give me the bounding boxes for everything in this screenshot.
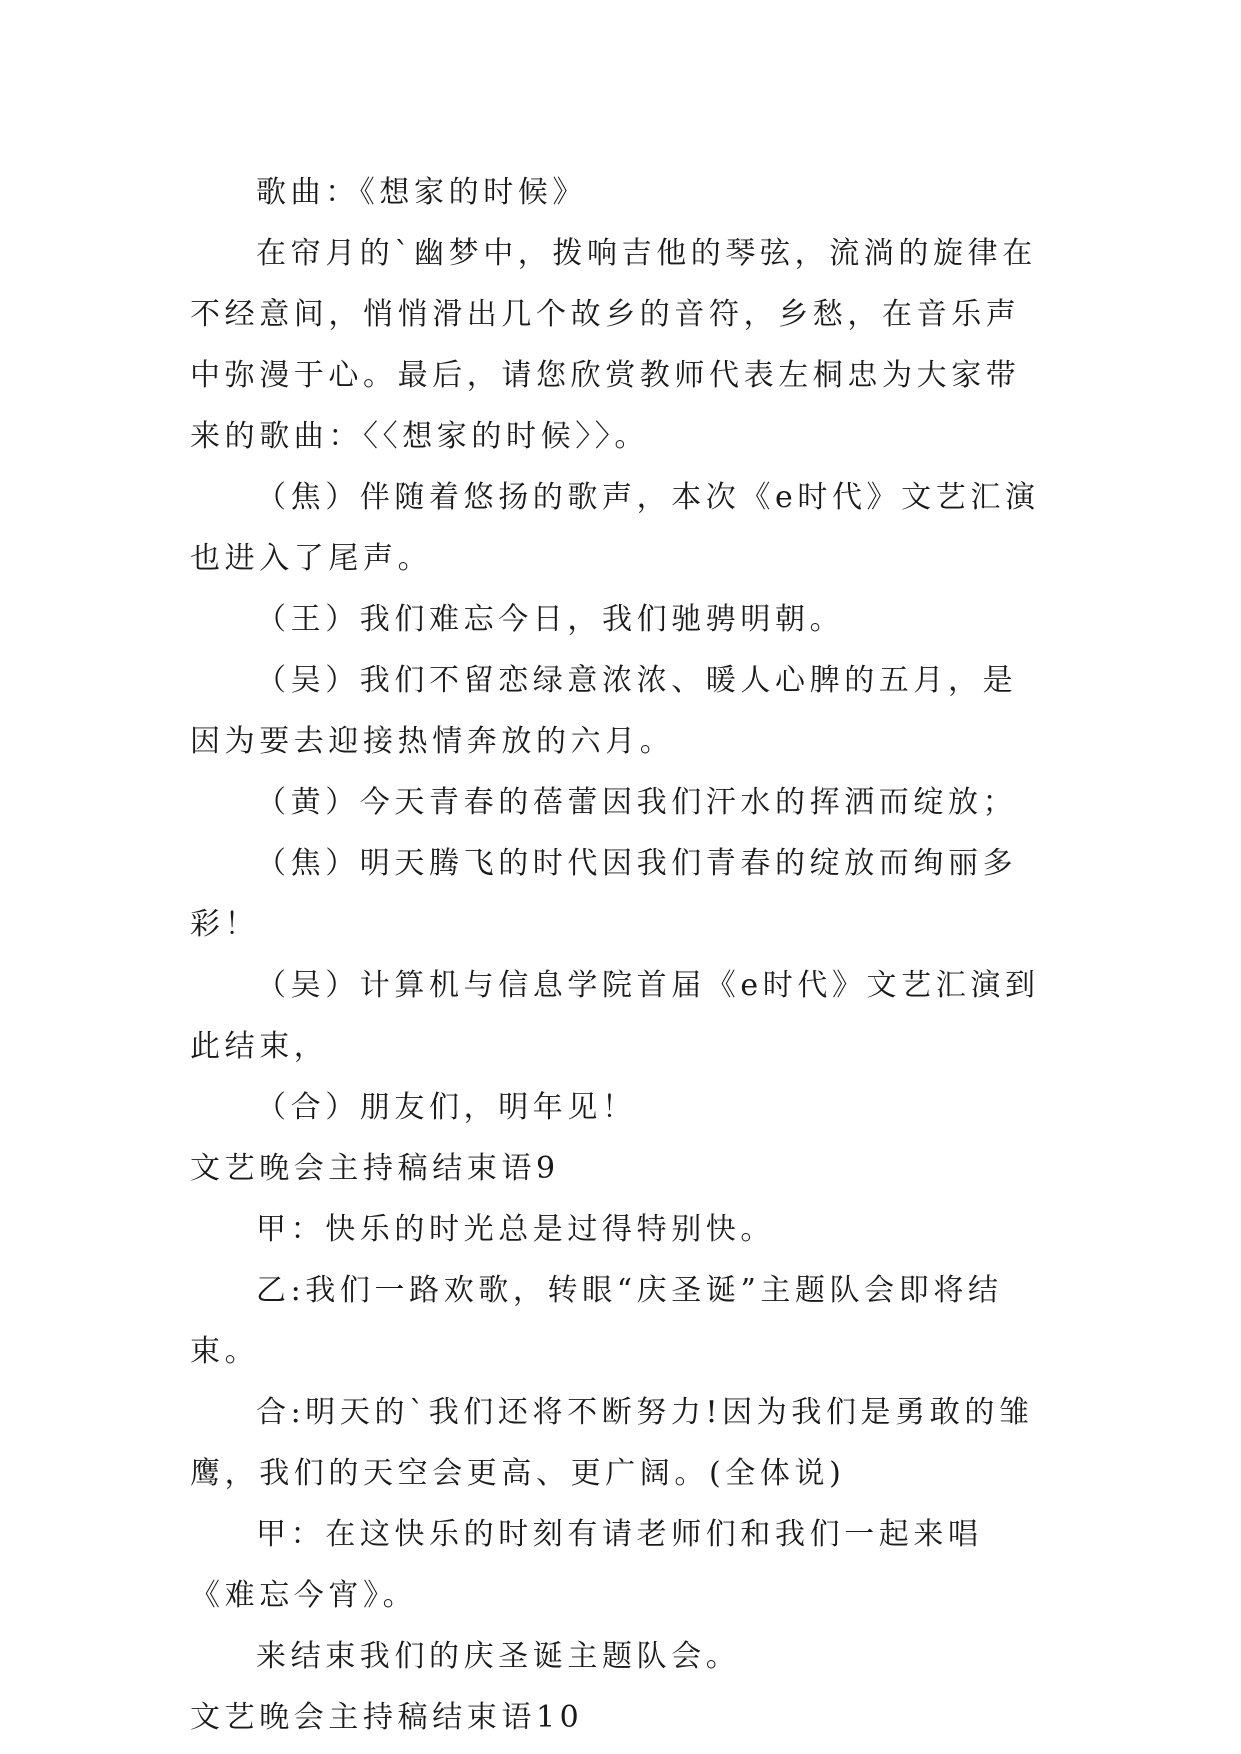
line-yi: 乙:我们一路欢歌，转眼“庆圣诞”主题队会即将结束。 <box>190 1273 1003 1369</box>
host-line-together: （合）朋友们，明年见！ <box>256 1090 637 1125</box>
host-line-jiao-1: （焦）伴随着悠扬的歌声，本次《e时代》文艺汇演也进入了尾声。 <box>190 480 1040 576</box>
line-he: 合:明天的`我们还将不断努力!因为我们是勇敢的雏鹰，我们的天空会更高、更广阔。(全体说) <box>190 1395 1034 1491</box>
host-line-wang: （王）我们难忘今日，我们驰骋明朝。 <box>256 602 845 637</box>
section-heading-9: 文艺晚会主持稿结束语9 <box>190 1151 560 1186</box>
host-line-huang: （黄）今天青春的蓓蕾因我们汗水的挥洒而绽放； <box>256 785 1018 820</box>
document-page <box>190 162 1050 1748</box>
host-line-jiao-2: （焦）明天腾飞的时代因我们青春的绽放而绚丽多彩！ <box>190 846 1018 942</box>
line-jia-1: 甲：快乐的时光总是过得特别快。 <box>256 1212 775 1247</box>
song-title-line: 歌曲：《想家的时候》 <box>256 175 587 210</box>
closing-line: 来结束我们的庆圣诞主题队会。 <box>256 1639 741 1674</box>
intro-paragraph: 在帘月的`幽梦中，拨响吉他的琴弦，流淌的旋律在不经意间，悄悄滑出几个故乡的音符，乡愁，在音乐声中弥漫于心。最后，请您欣赏教师代表左桐忠为大家带来的歌曲：〈〈想家的时候〉〉。 <box>190 236 1037 454</box>
host-line-wu-2: （吴）计算机与信息学院首届《e时代》文艺汇演到此结束， <box>190 968 1040 1064</box>
line-jia-2: 甲：在这快乐的时刻有请老师们和我们一起来唱《难忘今宵》。 <box>190 1517 983 1613</box>
host-line-wu-1: （吴）我们不留恋绿意浓浓、暖人心脾的五月，是因为要去迎接热情奔放的六月。 <box>190 663 1018 759</box>
section-heading-10: 文艺晚会主持稿结束语10 <box>190 1700 584 1735</box>
